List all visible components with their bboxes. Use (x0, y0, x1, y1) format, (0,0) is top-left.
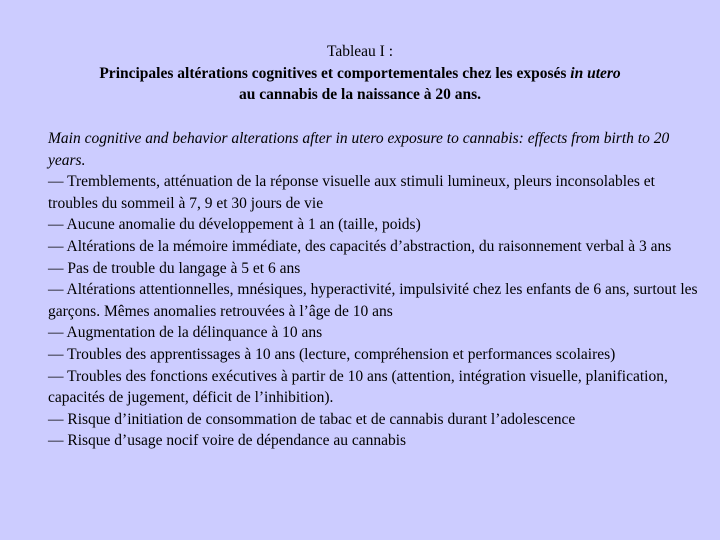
table-body (48, 128, 708, 452)
table-title (30, 63, 690, 106)
list-item: — Risque d’usage nocif voire de dépendance au cannabis (48, 432, 407, 450)
list-item: — Tremblements, atténuation de la réponse visuelle aux stimuli lumineux, pleurs inconsolables et troubles du sommeil à 7, 9 et 30 jours de vie (48, 173, 655, 212)
table-caption (30, 41, 690, 106)
table-title-italic: in utero (570, 64, 621, 82)
list-item: — Risque d’initiation de consommation de tabac et de cannabis durant l’adolescence (48, 410, 576, 428)
table-label: Tableau I : (326, 43, 394, 60)
table-title-part1: Principales altérations cognitives et comportementales chez les exposés (99, 64, 571, 82)
list-item: — Aucune anomalie du développement à 1 an (taille, poids) (48, 216, 421, 234)
list-item: — Altérations attentionnelles, mnésiques, hyperactivité, impulsivité chez les enfants de 6 ans, surtout les garçons. Mêmes anomalies retrouvées à l’âge de 10 ans (48, 281, 698, 320)
english-title: Main cognitive and behavior alterations after in utero exposure to cannabis: effects from birth to 20 years. (48, 130, 670, 169)
list-item: — Troubles des apprentissages à 10 ans (lecture, compréhension et performances scolaires) (48, 345, 616, 363)
list-item: — Pas de trouble du langage à 5 et 6 ans (48, 259, 301, 277)
table-title-part2: au cannabis de la naissance à 20 ans. (238, 86, 482, 103)
list-item: — Augmentation de la délinquance à 10 ans (48, 324, 323, 342)
list-item: — Troubles des fonctions exécutives à partir de 10 ans (attention, intégration visuelle, planification, capacités de jugement, déficit de l’inhibition). (48, 367, 668, 407)
list-item: — Altérations de la mémoire immédiate, des capacités d’abstraction, du raisonnement verbal à 3 ans (48, 237, 672, 255)
